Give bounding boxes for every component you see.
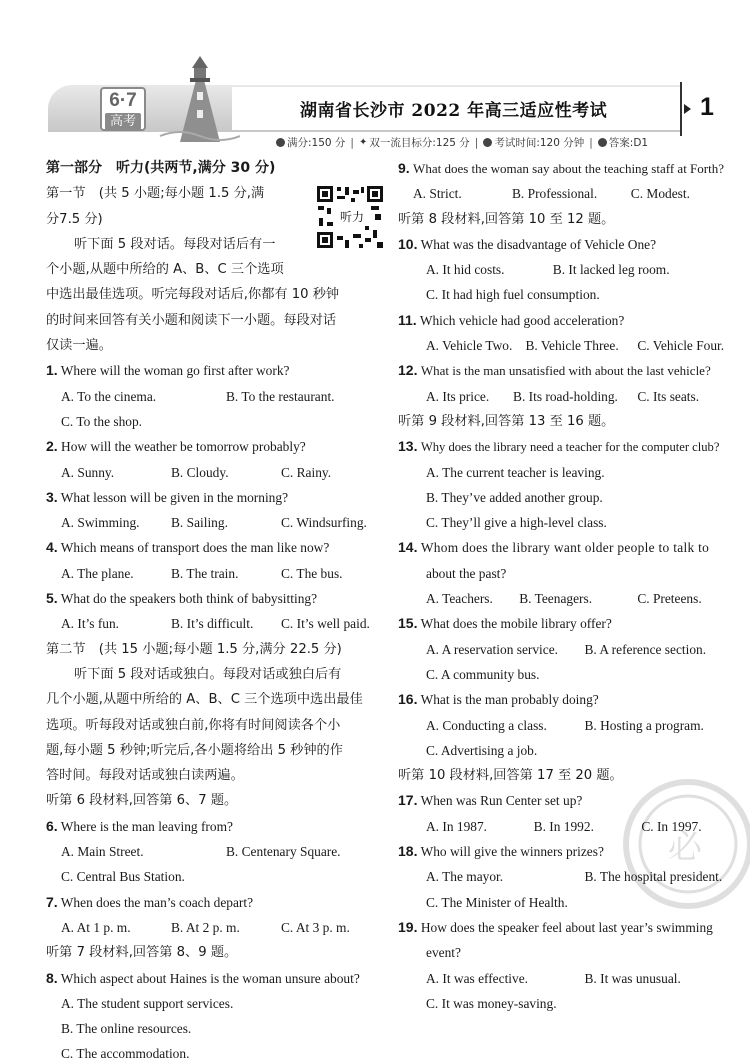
option-a[interactable]: A. The plane. xyxy=(61,565,134,581)
qr-label: 听力 xyxy=(339,210,365,224)
option-b[interactable]: B. Its road-holding. xyxy=(513,388,618,404)
question-18-options-2 xyxy=(398,890,743,915)
question-19-options xyxy=(398,966,743,991)
option-b[interactable]: B. They’ve added another group. xyxy=(426,489,603,505)
question-5: 5. What do the speakers both think of babysitting? xyxy=(46,590,318,607)
question-13-option-a xyxy=(398,460,743,485)
option-c[interactable]: C. The Minister of Health. xyxy=(426,894,568,910)
question-9-options xyxy=(398,181,743,206)
question-10-options-2 xyxy=(398,282,743,307)
question-11-options xyxy=(398,333,743,358)
option-b[interactable]: B. Hosting a program. xyxy=(584,717,704,733)
option-c[interactable]: C. It’s well paid. xyxy=(281,616,370,632)
option-c[interactable]: C. Rainy. xyxy=(281,464,332,480)
answer-code: 答案:D1 xyxy=(608,137,649,149)
option-b[interactable]: B. The train. xyxy=(171,565,239,581)
option-c[interactable]: C. Modest. xyxy=(630,186,690,202)
question-13-option-c xyxy=(398,510,743,535)
question-3: 3. What lesson will be given in the morning? xyxy=(46,488,289,505)
question-8-option-c xyxy=(46,1041,391,1060)
question-2-options xyxy=(46,460,391,485)
right-column xyxy=(398,156,743,1016)
option-c[interactable]: C. The accommodation. xyxy=(61,1046,190,1060)
option-a[interactable]: A. To the cinema. xyxy=(61,388,157,404)
question-7: 7. When does the man’s coach depart? xyxy=(46,893,254,910)
listening-instruction: 听第 10 段材料,回答第 17 至 20 题。 xyxy=(398,768,623,784)
option-a[interactable]: A. At 1 p. m. xyxy=(61,919,131,935)
question-19-options-2 xyxy=(398,991,743,1016)
question-17: 17. When was Run Center set up? xyxy=(398,792,583,809)
instruction-line: 仅读一遍。 xyxy=(46,338,112,354)
part1-title: 第一部分 听力(共两节,满分 30 分) xyxy=(46,160,276,176)
option-a[interactable]: A. It’s fun. xyxy=(61,616,120,632)
question-6-options-2 xyxy=(46,864,391,889)
question-12: 12. What is the man unsatisfied with about the last vehicle? xyxy=(398,362,711,379)
arrow-right-icon xyxy=(684,104,691,114)
question-10-options xyxy=(398,257,743,282)
question-8-option-b xyxy=(46,1016,391,1041)
question-3-options xyxy=(46,510,391,535)
logo-subtitle: 高考 xyxy=(105,113,141,130)
question-1: 1. Where will the woman go first after work? xyxy=(46,362,290,379)
question-13: 13. Why does the library need a teacher for the computer club? xyxy=(398,438,720,455)
question-13-option-b xyxy=(398,485,743,510)
option-c[interactable]: C. It was money-saving. xyxy=(426,995,557,1011)
question-16: 16. What is the man probably doing? xyxy=(398,691,599,708)
option-b[interactable]: B. Teenagers. xyxy=(519,591,593,607)
exam-meta-bar: 满分:150 分 | ✦ 双一流目标分:125 分 | 考试时间:120 分钟 | 答案:D1 xyxy=(276,134,648,151)
instruction-line: 的时间来回答有关小题和阅读下一小题。每段对话 xyxy=(46,312,337,328)
option-a[interactable]: A. Its price. xyxy=(426,388,490,404)
option-a[interactable]: A. The current teacher is leaving. xyxy=(426,464,605,480)
option-c[interactable]: C. They’ll give a high-level class. xyxy=(426,515,607,531)
instruction-line: 听下面 5 段对话或独白。每段对话或独白后有 xyxy=(74,666,342,682)
option-b[interactable]: B. Vehicle Three. xyxy=(525,338,619,354)
option-b[interactable]: B. It lacked leg room. xyxy=(552,262,670,278)
question-16-options xyxy=(398,713,743,738)
option-a[interactable]: A. Main Street. xyxy=(61,844,144,860)
question-7-options xyxy=(46,915,391,940)
option-a[interactable]: A. Conducting a class. xyxy=(426,717,547,733)
option-a[interactable]: A. The mayor. xyxy=(426,869,504,885)
star-icon: ✦ xyxy=(358,137,368,148)
question-12-options xyxy=(398,384,743,409)
bullet-icon xyxy=(598,138,607,147)
option-c[interactable]: C. Central Bus Station. xyxy=(61,869,185,885)
question-9: 9. What does the woman say about the teaching staff at Forth? xyxy=(398,160,724,176)
option-a[interactable]: A. Swimming. xyxy=(61,515,140,531)
option-b[interactable]: B. At 2 p. m. xyxy=(171,919,240,935)
question-4: 4. Which means of transport does the man like now? xyxy=(46,539,330,556)
question-6-options xyxy=(46,839,391,864)
page-number: 1 xyxy=(700,93,714,121)
listening-instruction: 听第 9 段材料,回答第 13 至 16 题。 xyxy=(398,413,615,429)
question-15-options-2 xyxy=(398,662,743,687)
option-c[interactable]: C. Its seats. xyxy=(637,388,700,404)
left-column xyxy=(46,156,391,1060)
instruction-line: 个小题,从题中所给的 A、B、C 三个选项 xyxy=(46,262,284,278)
section2-header: 第二节 (共 15 小题;每小题 1.5 分,满分 22.5 分) xyxy=(46,641,342,657)
listening-instruction: 听第 8 段材料,回答第 10 至 12 题。 xyxy=(398,211,615,227)
section1-header: 第一节 (共 5 小题;每小题 1.5 分,满 xyxy=(46,186,265,202)
option-b[interactable]: B. Sailing. xyxy=(171,515,228,531)
clock-icon xyxy=(483,138,492,147)
option-b[interactable]: B. Centenary Square. xyxy=(226,844,341,860)
bullet-icon xyxy=(276,138,285,147)
question-10: 10. What was the disadvantage of Vehicle One? xyxy=(398,235,657,252)
question-4-options xyxy=(46,561,391,586)
option-a[interactable]: A. Sunny. xyxy=(61,464,115,480)
instruction-line: 选项。听每段对话或独白前,你将有时间阅读各个小 xyxy=(46,717,341,733)
option-b[interactable]: B. It’s difficult. xyxy=(171,616,254,632)
question-18: 18. Who will give the winners prizes? xyxy=(398,843,604,860)
option-a[interactable]: A. The student support services. xyxy=(61,995,234,1011)
option-a[interactable]: A. Teachers. xyxy=(426,591,493,607)
question-8-option-a xyxy=(46,991,391,1016)
option-a[interactable]: A. A reservation service. xyxy=(426,641,559,657)
section1-header-cont: 分7.5 分) xyxy=(46,211,103,227)
question-18-options xyxy=(398,864,743,889)
option-b[interactable]: B. In 1992. xyxy=(533,818,594,834)
question-1-options xyxy=(46,384,391,409)
option-c[interactable]: C. Advertising a job. xyxy=(426,742,538,758)
logo-number: 6·7 xyxy=(109,90,137,111)
full-score: 满分:150 分 xyxy=(287,137,346,149)
option-a[interactable]: A. It was effective. xyxy=(426,970,528,986)
question-15-options xyxy=(398,637,743,662)
question-15: 15. What does the mobile library offer? xyxy=(398,615,612,632)
instruction-line: 中选出最佳选项。听完每段对话后,你都有 10 秒钟 xyxy=(46,287,340,303)
option-a[interactable]: A. Vehicle Two. xyxy=(426,338,513,354)
exam-time: 考试时间:120 分钟 xyxy=(494,137,585,149)
header-divider xyxy=(680,82,682,136)
option-c[interactable]: C. A community bus. xyxy=(426,666,540,682)
question-19: 19. How does the speaker feel about last year’s swimming xyxy=(398,918,713,935)
exam-title: 湖南省长沙市 2022 年高三适应性考试 xyxy=(300,101,608,121)
option-b[interactable]: B. To the restaurant. xyxy=(226,388,335,404)
option-b[interactable]: B. Cloudy. xyxy=(171,464,229,480)
question-14: 14. Whom does the library want older people to talk to xyxy=(398,539,710,556)
brand-logo xyxy=(100,87,146,131)
option-b[interactable]: B. Professional. xyxy=(512,186,598,202)
question-14-options xyxy=(398,586,743,611)
lighthouse-icon xyxy=(150,50,240,142)
option-b[interactable]: B. The hospital president. xyxy=(584,869,723,885)
option-a[interactable]: A. In 1987. xyxy=(426,818,487,834)
option-a[interactable]: A. It hid costs. xyxy=(426,262,505,278)
question-1-options-2 xyxy=(46,409,391,434)
option-c[interactable]: C. It had high fuel consumption. xyxy=(426,287,600,303)
instruction-line: 答时间。每段对话或独白读两遍。 xyxy=(46,768,244,784)
option-c[interactable]: C. In 1997. xyxy=(641,818,702,834)
question-16-options-2 xyxy=(398,738,743,763)
option-c[interactable]: C. Windsurfing. xyxy=(281,515,367,531)
instruction-line: 听下面 5 段对话。每段对话后有一 xyxy=(74,236,276,252)
target-score: 双一流目标分:125 分 xyxy=(369,137,470,149)
question-11: 11. Which vehicle had good acceleration? xyxy=(398,311,625,328)
instruction-line: 题,每小题 5 秒钟;听完后,各小题将给出 5 秒钟的作 xyxy=(46,742,343,758)
option-c[interactable]: C. At 3 p. m. xyxy=(281,919,350,935)
option-b[interactable]: B. It was unusual. xyxy=(584,970,681,986)
instruction-line: 几个小题,从题中所给的 A、B、C 三个选项中选出最佳 xyxy=(46,692,363,708)
question-19-cont: event? xyxy=(426,945,461,961)
question-6: 6. Where is the man leaving from? xyxy=(46,817,233,834)
option-c[interactable]: C. The bus. xyxy=(281,565,343,581)
option-b[interactable]: B. A reference section. xyxy=(584,641,707,657)
option-c[interactable]: C. To the shop. xyxy=(61,413,143,429)
watermark-text: 必 xyxy=(668,827,702,867)
question-5-options xyxy=(46,611,391,636)
question-14-cont: about the past? xyxy=(426,565,507,581)
option-c[interactable]: C. Vehicle Four. xyxy=(637,338,725,354)
question-17-options xyxy=(398,814,743,839)
question-8: 8. Which aspect about Haines is the woman unsure about? xyxy=(46,969,360,986)
option-b[interactable]: B. The online resources. xyxy=(61,1021,192,1037)
question-2: 2. How will the weather be tomorrow probably? xyxy=(46,438,306,455)
option-c[interactable]: C. Preteens. xyxy=(637,591,702,607)
listening-instruction: 听第 6 段材料,回答第 6、7 题。 xyxy=(46,793,238,809)
option-a[interactable]: A. Strict. xyxy=(413,186,462,202)
listening-instruction: 听第 7 段材料,回答第 8、9 题。 xyxy=(46,945,238,961)
